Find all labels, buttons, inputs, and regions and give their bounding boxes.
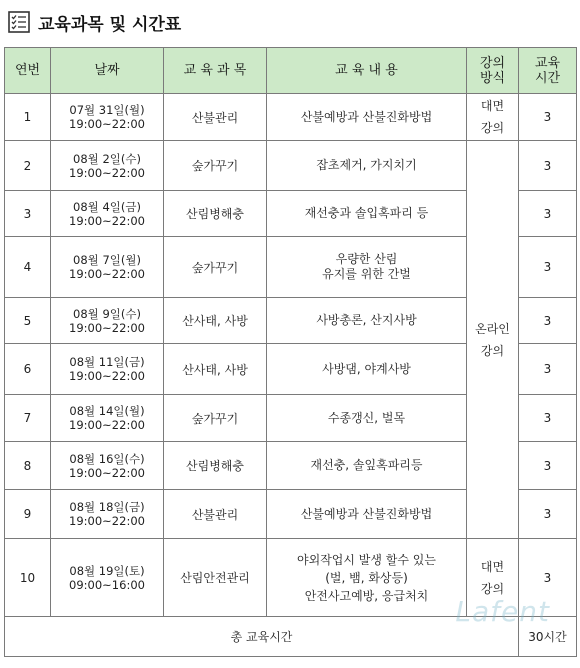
cell-date: 08월 14일(월) 19:00~22:00: [51, 395, 164, 442]
cell-content: 수종갱신, 벌목: [267, 395, 467, 442]
header-content: 교 육 내 용: [267, 48, 467, 94]
page-title: 교육과목 및 시간표: [38, 14, 182, 35]
total-label: 총 교육시간: [5, 617, 519, 657]
cell-hours: 3: [519, 539, 577, 617]
cell-subject: 산림병해충: [164, 191, 267, 237]
header-no: 연번: [5, 48, 51, 94]
cell-content: 재선충과 솔입혹파리 등: [267, 191, 467, 237]
cell-content: 산불예방과 산불진화방법: [267, 490, 467, 539]
cell-no: 8: [5, 442, 51, 490]
table-row: [5, 94, 577, 141]
cell-subject: 숲가꾸기: [164, 395, 267, 442]
header-date: 날짜: [51, 48, 164, 94]
cell-no: 5: [5, 298, 51, 344]
cell-no: 6: [5, 344, 51, 395]
cell-subject: 숲가꾸기: [164, 141, 267, 191]
cell-content: 재선충, 솔잎혹파리등: [267, 442, 467, 490]
cell-hours: 3: [519, 141, 577, 191]
cell-date: 08월 18일(금) 19:00~22:00: [51, 490, 164, 539]
cell-content: 사방댐, 야계사방: [267, 344, 467, 395]
cell-content: 우량한 산림 유지를 위한 간벌: [267, 237, 467, 298]
cell-content: 야외작업시 발생 할수 있는 (벌, 뱀, 화상등) 안전사고예방, 응급처치: [267, 539, 467, 617]
cell-subject: 산불관리: [164, 94, 267, 141]
cell-no: 10: [5, 539, 51, 617]
cell-date: 08월 16일(수) 19:00~22:00: [51, 442, 164, 490]
total-value: 30시간: [519, 617, 577, 657]
header-method: 강의 방식: [467, 48, 519, 94]
cell-date: 08월 19일(토) 09:00~16:00: [51, 539, 164, 617]
cell-subject: 산림병해충: [164, 442, 267, 490]
cell-method-face-to-face: 대면 강의: [467, 94, 519, 141]
cell-hours: 3: [519, 298, 577, 344]
cell-subject: 산림안전관리: [164, 539, 267, 617]
cell-hours: 3: [519, 344, 577, 395]
cell-hours: 3: [519, 490, 577, 539]
cell-subject: 산사태, 사방: [164, 298, 267, 344]
page-heading: [8, 6, 181, 38]
cell-hours: 3: [519, 442, 577, 490]
cell-hours: 3: [519, 395, 577, 442]
cell-date: 08월 4일(금) 19:00~22:00: [51, 191, 164, 237]
cell-date: 08월 7일(월) 19:00~22:00: [51, 237, 164, 298]
cell-no: 7: [5, 395, 51, 442]
cell-content: 사방총론, 산지사방: [267, 298, 467, 344]
header-subject: 교 육 과 목: [164, 48, 267, 94]
cell-date: 08월 11일(금) 19:00~22:00: [51, 344, 164, 395]
cell-no: 1: [5, 94, 51, 141]
cell-no: 3: [5, 191, 51, 237]
header-hours: 교육 시간: [519, 48, 577, 94]
cell-date: 08월 2일(수) 19:00~22:00: [51, 141, 164, 191]
schedule-table: [4, 47, 577, 657]
table-header-row: [5, 48, 577, 94]
cell-subject: 산사태, 사방: [164, 344, 267, 395]
checklist-icon: [8, 11, 30, 33]
cell-no: 2: [5, 141, 51, 191]
cell-content: 잡초제거, 가지치기: [267, 141, 467, 191]
watermark-logo: Lafent: [455, 595, 550, 628]
cell-no: 4: [5, 237, 51, 298]
cell-hours: 3: [519, 191, 577, 237]
cell-hours: 3: [519, 94, 577, 141]
table-row: [5, 141, 577, 191]
cell-method-online: 온라인 강의: [467, 141, 519, 539]
cell-subject: 숲가꾸기: [164, 237, 267, 298]
cell-hours: 3: [519, 237, 577, 298]
cell-method-face-to-face: 대면 강의: [467, 539, 519, 617]
cell-date: 07월 31일(월) 19:00~22:00: [51, 94, 164, 141]
cell-date: 08월 9일(수) 19:00~22:00: [51, 298, 164, 344]
cell-subject: 산불관리: [164, 490, 267, 539]
cell-content: 산불예방과 산불진화방법: [267, 94, 467, 141]
cell-no: 9: [5, 490, 51, 539]
